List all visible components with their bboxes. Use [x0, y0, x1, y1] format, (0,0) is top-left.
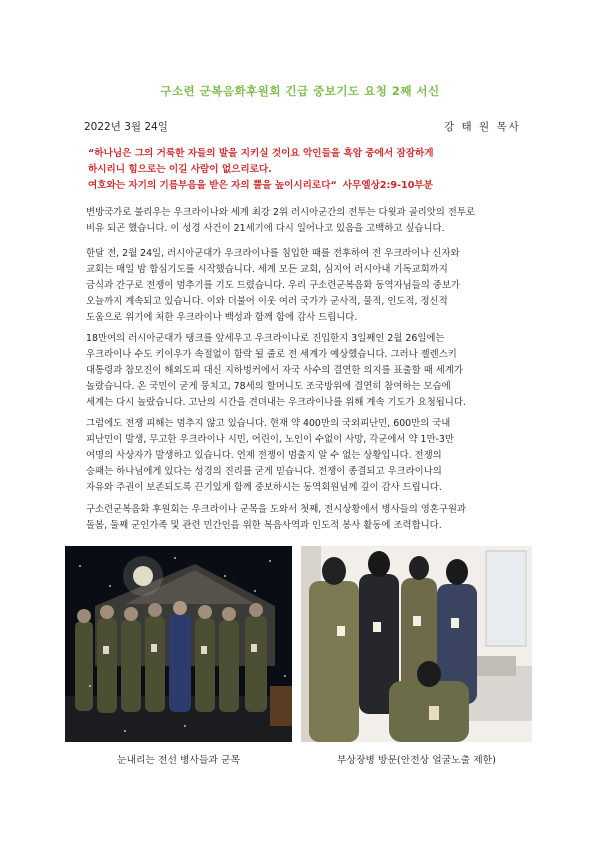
photo-wounded-soldiers-visit: [301, 546, 532, 742]
paragraph-line: 도움으로 위기에 처한 우크라이나 백성과 함께 함에 감사 드립니다.: [86, 312, 358, 323]
letter-title: 구소련 군복음화후원회 긴급 중보기도 요청 2째 서신: [160, 84, 440, 98]
paragraph-line: 금식과 간구로 전쟁이 멈추기를 기도 드렸습니다. 우리 구소련군복음화 동역자님들의 중보가: [86, 280, 460, 291]
paragraph-line: 그럼에도 전쟁 피해는 멈추지 않고 있습니다. 현재 약 400만의 국외피난민, 600만의 국내: [86, 418, 451, 429]
body-paragraph-2: [86, 246, 528, 326]
paragraph-line: 구소련군복음화 후원회는 우크라이나 군목을 도와서 첫째, 전시상황에서 병사들의 영혼구원과: [86, 504, 467, 515]
body-paragraph-1: [86, 205, 528, 237]
body-paragraph-3: [86, 331, 528, 411]
paragraph-line: 교회는 매일 밤 합심기도를 시작했습니다. 세계 모든 교회, 심지어 러시아내 기독교회까지: [86, 264, 448, 275]
paragraph-line: 변방국가로 불리우는 우크라이나와 세계 최강 2위 러시아군간의 전투는 다윗과 골리앗의 전투로: [86, 207, 475, 218]
soldiers-photo-illustration: [65, 546, 292, 742]
paragraph-line: 비유 되곤 했습니다. 이 성경 사건이 21세기에 다시 일어나고 있음을 고백하고 싶습니다.: [86, 223, 445, 234]
paragraph-line: 돌봄, 둘째 군인가족 및 관련 민간인을 위한 복음사역과 인도적 봉사 활동에 조력합니다.: [86, 520, 442, 531]
body-paragraph-5: [86, 502, 528, 534]
paragraph-line: 한달 전, 2월 24일, 러시아군대가 우크라이나를 침입한 때를 전후하여 전 우크라이나 신자와: [86, 248, 460, 259]
hospital-photo-illustration: [301, 546, 532, 742]
scripture-reference: 사무엘상2:9-10부분: [342, 180, 433, 191]
scripture-line-text: 여호와는 자기의 기름부음을 받은 자의 뿔을 높이시리로다“: [88, 180, 337, 191]
paragraph-line: 세계는 다시 놀랐습니다. 고난의 시간을 견뎌내는 우크라이나를 위해 계속 기도가 요청됩니다.: [86, 397, 466, 408]
paragraph-line: 오늘까지 계속되고 있습니다. 이와 더불어 이웃 여러 국가가 군사적, 물적, 인도적, 정신적: [86, 296, 448, 307]
scripture-line: [88, 178, 528, 194]
paragraph-line: 피난민이 발생, 무고한 우크라이나 시민, 어린이, 노인이 수없이 사망, 각군에서 약 1만-3만: [86, 434, 454, 445]
paragraph-line: 여명의 사상자가 발생하고 있습니다. 언제 전쟁이 멈출지 알 수 없는 상황입니다. 전쟁의: [86, 450, 442, 461]
paragraph-line: 18만여의 러시아군대가 탱크를 앞세우고 우크라이나로 진입한지 3일째인 2월 26일에는: [86, 333, 445, 344]
letter-author: 강 태 원 목사: [444, 121, 521, 133]
scripture-line: “하나님은 그의 거룩한 자들의 발을 지키실 것이요 악인들을 흑암 중에서 잠잠하게: [88, 148, 434, 159]
photo-soldiers-with-chaplain: [65, 546, 292, 742]
photo-caption-right: 부상장병 방문(안전상 얼굴노출 제한): [337, 755, 496, 766]
letter-date: 2022년 3월 24일: [84, 121, 168, 133]
scripture-quote: [88, 146, 528, 194]
photo-caption-left: 눈내리는 전선 병사들과 군목: [117, 755, 240, 766]
scripture-line: 하시리니 힘으로는 이길 사람이 없으리로다.: [88, 164, 272, 175]
paragraph-line: 자유와 주권이 보존되도록 끈기있게 함께 중보하시는 동역회원님께 깊이 감사 드립니다.: [86, 482, 442, 493]
paragraph-line: 승패는 하나님에게 있다는 성경의 진리를 굳게 믿습니다. 전쟁이 종결되고 우크라이나의: [86, 466, 442, 477]
body-paragraph-4: [86, 416, 528, 496]
paragraph-line: 놀랐습니다. 온 국민이 굳게 뭉치고, 78세의 할머니도 조국방위에 결연히 참여하는 모습에: [86, 381, 451, 392]
paragraph-line: 우크라이나 수도 키이우가 속절없이 함락 될 줄로 전 세계가 예상했습니다. 그러나 젤렌스키: [86, 349, 457, 360]
paragraph-line: 대통령과 참모진이 해외도피 대신 지하벙커에서 자국 사수의 결연한 의지를 표출할 때 세계가: [86, 365, 463, 376]
